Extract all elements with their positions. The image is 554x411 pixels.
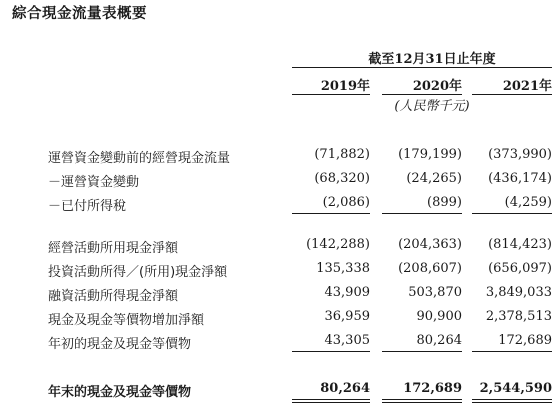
unit-label: (人民幣千元) bbox=[394, 99, 470, 114]
row-value-2019: 80,264 bbox=[320, 381, 370, 396]
row-value-2019: 36,959 bbox=[324, 309, 370, 324]
row-label-working-capital-change: －運營資金變動 bbox=[48, 175, 140, 190]
row-value-2021: 2,378,513 bbox=[485, 309, 552, 324]
row-label-operating-before-wc: 運營資金變動前的經營現金流量 bbox=[48, 151, 231, 166]
double-rule-top-2021 bbox=[472, 399, 552, 400]
row-value-2020: 172,689 bbox=[403, 381, 462, 396]
total-rule-2021 bbox=[472, 351, 552, 352]
row-value-2020: 90,900 bbox=[416, 309, 462, 324]
subtotal-rule-2020 bbox=[382, 213, 462, 214]
row-value-2021: (656,097) bbox=[488, 261, 552, 276]
double-rule-bottom-2020 bbox=[382, 402, 462, 403]
row-value-2020: (204,363) bbox=[398, 237, 462, 252]
double-rule-bottom-2021 bbox=[472, 402, 552, 403]
row-value-2020: (899) bbox=[427, 195, 462, 210]
year-header-2020: 2020年 bbox=[412, 79, 462, 94]
period-header: 截至12月31日止年度 bbox=[368, 52, 496, 67]
row-label-net-increase-cash: 現金及現金等價物增加淨額 bbox=[48, 313, 205, 328]
period-underline bbox=[292, 67, 552, 68]
row-value-2020: (24,265) bbox=[406, 171, 462, 186]
row-label-cash-ending: 年末的現金及現金等價物 bbox=[48, 385, 192, 400]
row-value-2020: 503,870 bbox=[408, 285, 462, 300]
row-value-2019: (142,288) bbox=[306, 237, 370, 252]
row-value-2021: (373,990) bbox=[488, 147, 552, 162]
row-label-cash-beginning: 年初的現金及現金等價物 bbox=[48, 337, 192, 352]
total-rule-2020 bbox=[382, 351, 462, 352]
row-value-2021: (4,259) bbox=[504, 195, 552, 210]
row-value-2021: 2,544,590 bbox=[479, 381, 552, 396]
row-value-2019: (2,086) bbox=[322, 195, 370, 210]
row-value-2021: 3,849,033 bbox=[485, 285, 552, 300]
year-header-2021: 2021年 bbox=[502, 79, 552, 94]
row-value-2021: 172,689 bbox=[498, 333, 552, 348]
row-value-2020: 80,264 bbox=[416, 333, 462, 348]
row-value-2021: (436,174) bbox=[488, 171, 552, 186]
row-value-2020: (208,607) bbox=[398, 261, 462, 276]
row-value-2021: (814,423) bbox=[488, 237, 552, 252]
subtotal-rule-2019 bbox=[292, 213, 370, 214]
year-header-2019: 2019年 bbox=[320, 79, 370, 94]
double-rule-top-2019 bbox=[292, 399, 370, 400]
row-label-net-operating-cash: 經營活動所用現金淨額 bbox=[48, 241, 179, 256]
row-value-2019: 43,305 bbox=[324, 333, 370, 348]
row-value-2019: 43,909 bbox=[324, 285, 370, 300]
page-title: 綜合現金流量表概要 bbox=[12, 6, 147, 22]
total-rule-2019 bbox=[292, 351, 370, 352]
row-value-2020: (179,199) bbox=[398, 147, 462, 162]
row-label-net-investing-cash: 投資活動所得／(所用)現金淨額 bbox=[48, 265, 228, 280]
double-rule-bottom-2019 bbox=[292, 402, 370, 403]
double-rule-top-2020 bbox=[382, 399, 462, 400]
row-value-2019: (71,882) bbox=[314, 147, 370, 162]
row-value-2019: (68,320) bbox=[314, 171, 370, 186]
row-label-income-tax-paid: －已付所得稅 bbox=[48, 199, 127, 214]
row-value-2019: 135,338 bbox=[316, 261, 370, 276]
subtotal-rule-2021 bbox=[472, 213, 552, 214]
row-label-net-financing-cash: 融資活動所得現金淨額 bbox=[48, 289, 179, 304]
